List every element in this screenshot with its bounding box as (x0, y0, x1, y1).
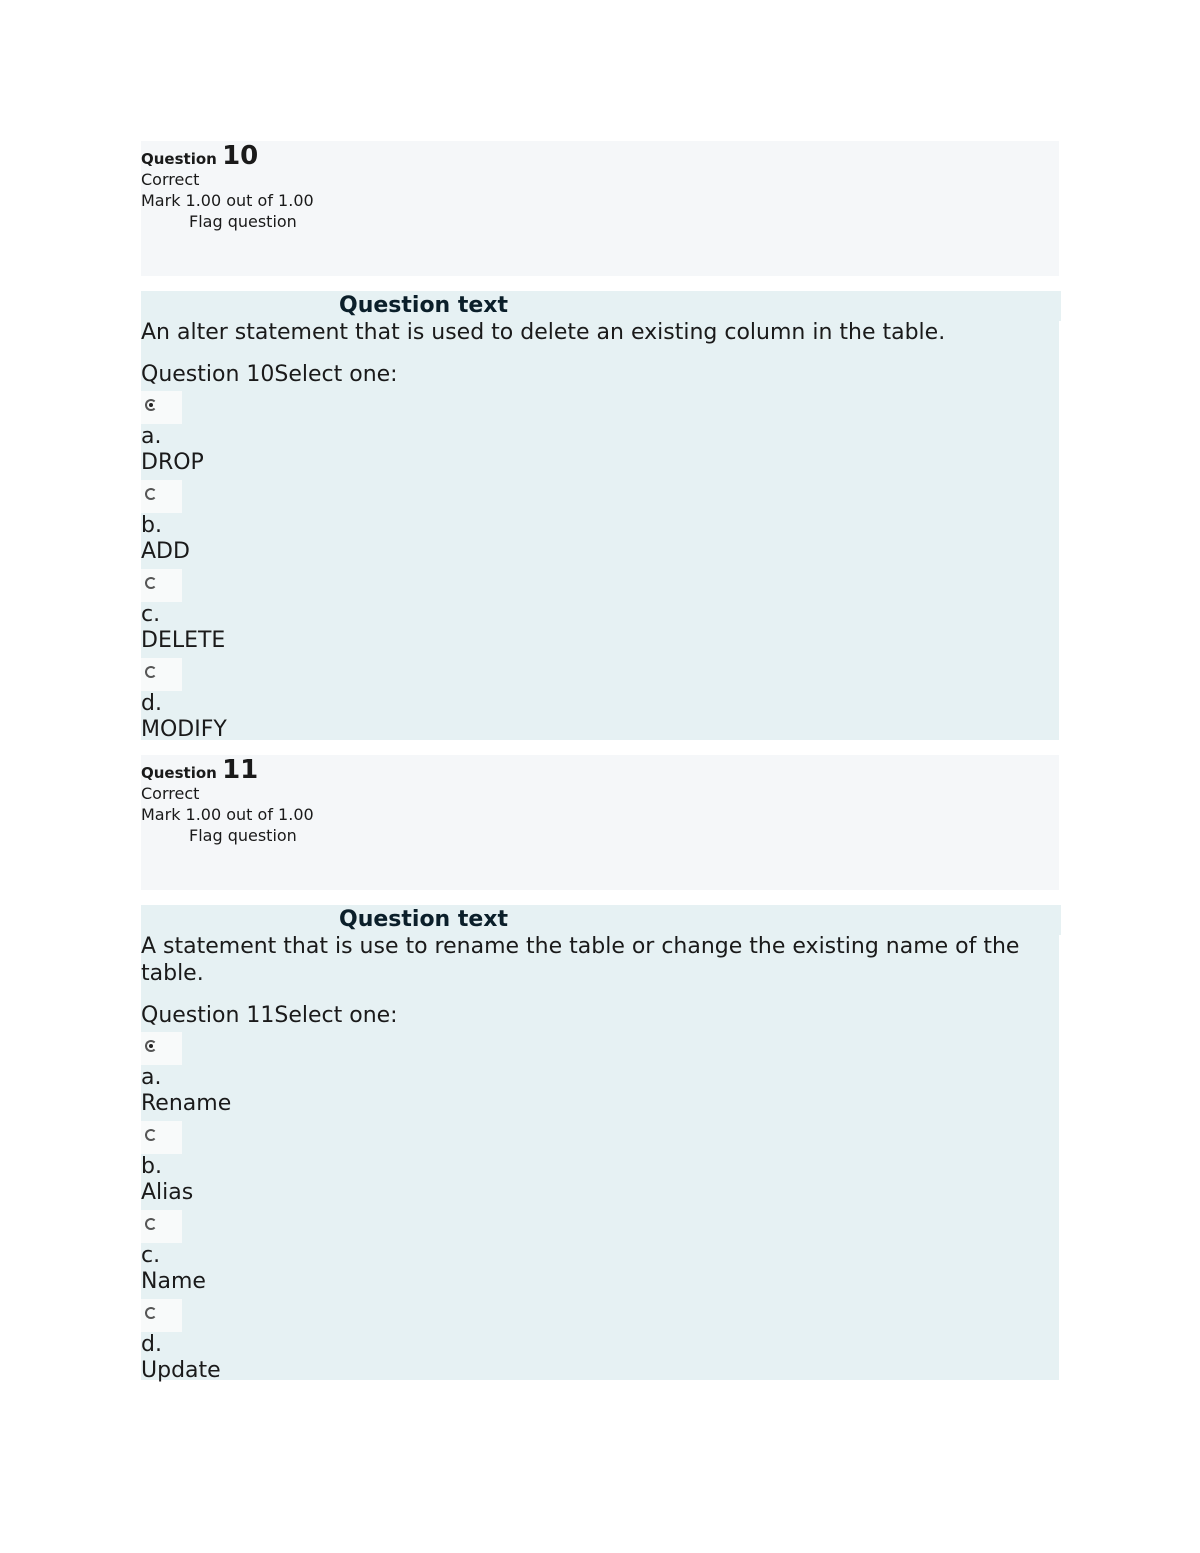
radio-unchecked-icon[interactable] (145, 666, 157, 678)
option-letter: b. (141, 513, 162, 538)
question-content (141, 291, 1059, 740)
question-info-panel (141, 755, 1059, 890)
radio-unchecked-icon[interactable] (145, 488, 157, 500)
option-text[interactable]: Name (141, 1269, 206, 1294)
radio-button[interactable] (141, 1210, 182, 1243)
select-one-label: Question 10Select one: (141, 362, 398, 387)
option-text[interactable]: ADD (141, 539, 190, 564)
question-status: Correct (141, 784, 200, 803)
option-text[interactable]: Rename (141, 1091, 232, 1116)
flag-question-link[interactable]: Flag question (189, 212, 297, 231)
answer-option[interactable] (141, 1121, 1059, 1206)
option-text[interactable]: DROP (141, 450, 204, 475)
question-content (141, 905, 1059, 1383)
question-status: Correct (141, 170, 200, 189)
flag-question-link[interactable]: Flag question (189, 826, 297, 845)
option-text[interactable]: Update (141, 1358, 221, 1383)
answer-option[interactable] (141, 1032, 1059, 1117)
option-letter: c. (141, 602, 161, 627)
question-number (141, 141, 1059, 171)
radio-button[interactable] (141, 1299, 182, 1332)
radio-unchecked-icon[interactable] (145, 577, 157, 589)
question-mark: Mark 1.00 out of 1.00 (141, 805, 314, 824)
answer-option[interactable] (141, 658, 1059, 743)
question-prompt: A statement that is use to rename the table or change the existing name of the table. (141, 934, 1020, 986)
question-10-block (141, 141, 1059, 742)
radio-checked-icon[interactable] (145, 1040, 157, 1052)
radio-checked-icon[interactable] (145, 399, 157, 411)
question-label: Question (141, 764, 217, 782)
radio-button[interactable] (141, 1121, 182, 1154)
radio-button[interactable] (141, 391, 182, 424)
radio-button[interactable] (141, 569, 182, 602)
option-letter: c. (141, 1243, 161, 1268)
answer-option[interactable] (141, 1210, 1059, 1295)
question-mark: Mark 1.00 out of 1.00 (141, 191, 314, 210)
question-prompt: An alter statement that is used to delete an existing column in the table. (141, 320, 946, 345)
question-label: Question (141, 150, 217, 168)
radio-unchecked-icon[interactable] (145, 1307, 157, 1319)
question-number-value: 11 (222, 755, 259, 785)
radio-unchecked-icon[interactable] (145, 1129, 157, 1141)
radio-unchecked-icon[interactable] (145, 1218, 157, 1230)
option-text[interactable]: DELETE (141, 628, 226, 653)
question-number (141, 755, 1059, 785)
option-letter: d. (141, 691, 162, 716)
question-number-value: 10 (222, 141, 259, 171)
radio-button[interactable] (141, 1032, 182, 1065)
radio-button[interactable] (141, 658, 182, 691)
option-letter: b. (141, 1154, 162, 1179)
radio-button[interactable] (141, 480, 182, 513)
question-text-heading: Question text (339, 291, 1061, 321)
select-one-label: Question 11Select one: (141, 1003, 398, 1028)
option-letter: a. (141, 424, 162, 449)
option-text[interactable]: MODIFY (141, 717, 227, 742)
question-11-block (141, 755, 1059, 1383)
option-letter: a. (141, 1065, 162, 1090)
question-info-panel (141, 141, 1059, 276)
answer-option[interactable] (141, 391, 1059, 476)
answer-option[interactable] (141, 1299, 1059, 1384)
question-text-heading: Question text (339, 905, 1061, 935)
option-letter: d. (141, 1332, 162, 1357)
answer-options (141, 1032, 1059, 1384)
option-text[interactable]: Alias (141, 1180, 194, 1205)
answer-options (141, 391, 1059, 743)
answer-option[interactable] (141, 569, 1059, 654)
answer-option[interactable] (141, 480, 1059, 565)
